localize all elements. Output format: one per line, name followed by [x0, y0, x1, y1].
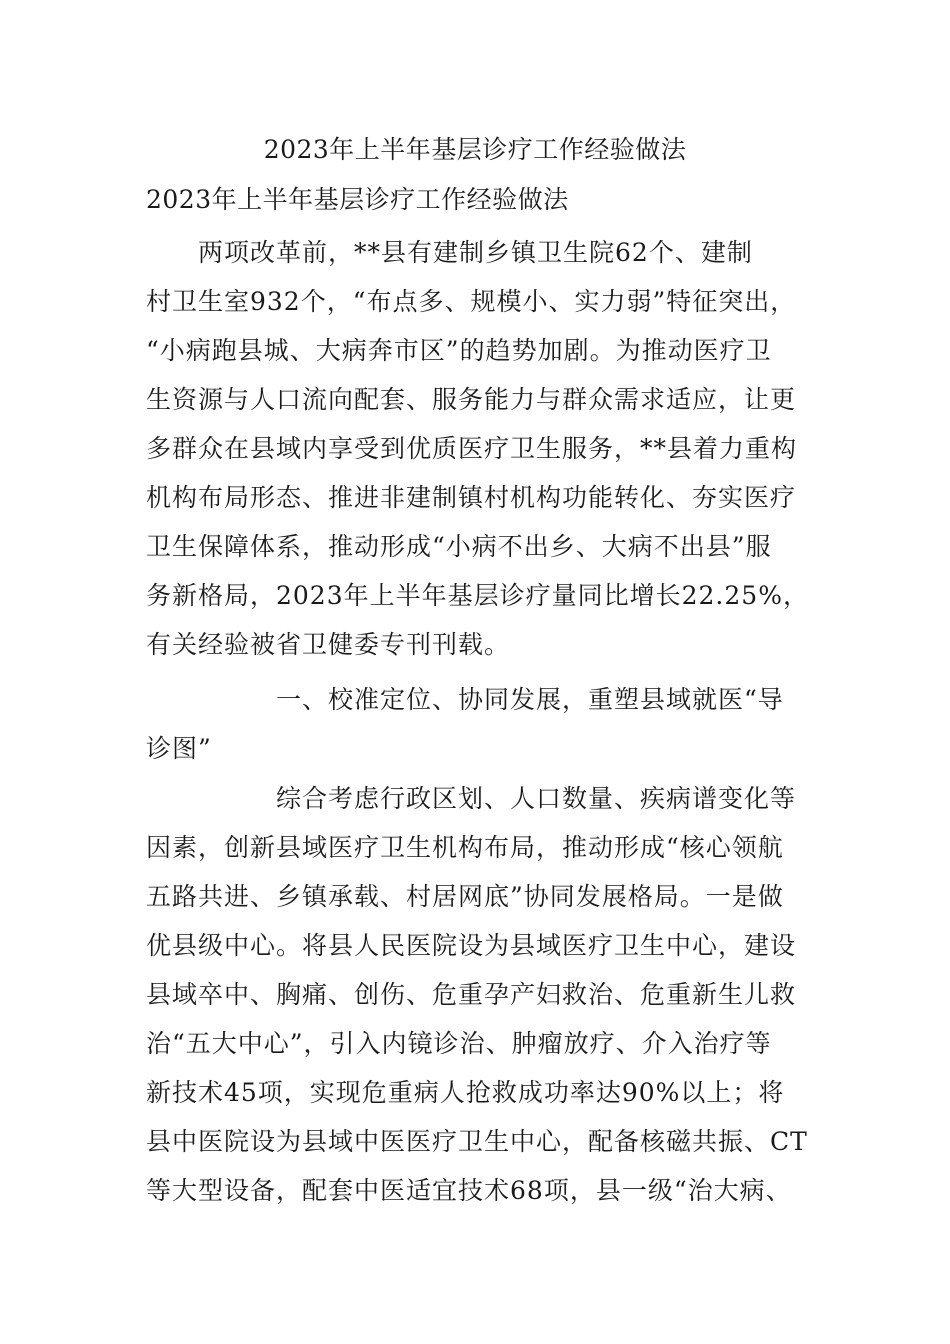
paragraph-line: 县域卒中、胸痛、创伤、危重孕产妇救治、危重新生儿救: [146, 980, 797, 1009]
paragraph-line: 五路共进、乡镇承载、村居网底”协同发展格局。一是做: [146, 882, 784, 911]
paragraph-line: 多群众在县域内享受到优质医疗卫生服务，**县着力重构: [146, 434, 798, 463]
paragraph-line: 两项改革前，**县有建制乡镇卫生院62个、建制: [146, 238, 753, 267]
paragraph-line: 优县级中心。将县人民医院设为县域医疗卫生中心，建设: [146, 931, 797, 960]
paragraph-line: 生资源与人口流向配套、服务能力与群众需求适应，让更: [146, 385, 797, 414]
paragraph-line: 治“五大中心”，引入内镜诊治、肿瘤放疗、介入治疗等: [146, 1029, 772, 1058]
document-title: 2023年上半年基层诊疗工作经验做法: [263, 135, 687, 164]
paragraph-line: 因素，创新县域医疗卫生机构布局，推动形成“核心领航: [146, 833, 784, 862]
paragraph-line: 诊图”: [146, 734, 212, 763]
section-heading-1: [146, 675, 806, 773]
paragraph-line: 村卫生室932个，“布点多、规模小、实力弱”特征突出，: [146, 287, 797, 316]
paragraph-section-1: [146, 774, 806, 1215]
paragraph-line: 务新格局，2023年上半年基层诊疗量同比增长22.25%，: [146, 581, 809, 610]
paragraph-line: “小病跑县城、大病奔市区”的趋势加剧。为推动医疗卫: [146, 336, 772, 365]
paragraph-line: 有关经验被省卫健委专刊刊载。: [146, 630, 511, 659]
paragraph-line: 等大型设备，配套中医适宜技术68项，县一级“治大病、: [146, 1176, 792, 1205]
paragraph-line: 综合考虑行政区划、人口数量、疾病谱变化等: [146, 784, 797, 813]
paragraph-line: 卫生保障体系，推动形成“小病不出乡、大病不出县”服: [146, 532, 772, 561]
paragraph-intro: [146, 228, 809, 669]
document-subtitle: 2023年上半年基层诊疗工作经验做法: [146, 185, 569, 214]
paragraph-line: 一、校准定位、协同发展，重塑县域就医“导: [146, 685, 784, 714]
paragraph-line: 新技术45项，实现危重病人抢救成功率达90%以上；将: [146, 1078, 785, 1107]
paragraph-line: 机构布局形态、推进非建制镇村机构功能转化、夯实医疗: [146, 483, 797, 512]
paragraph-line: 县中医院设为县域中医医疗卫生中心，配备核磁共振、CT: [146, 1127, 808, 1156]
